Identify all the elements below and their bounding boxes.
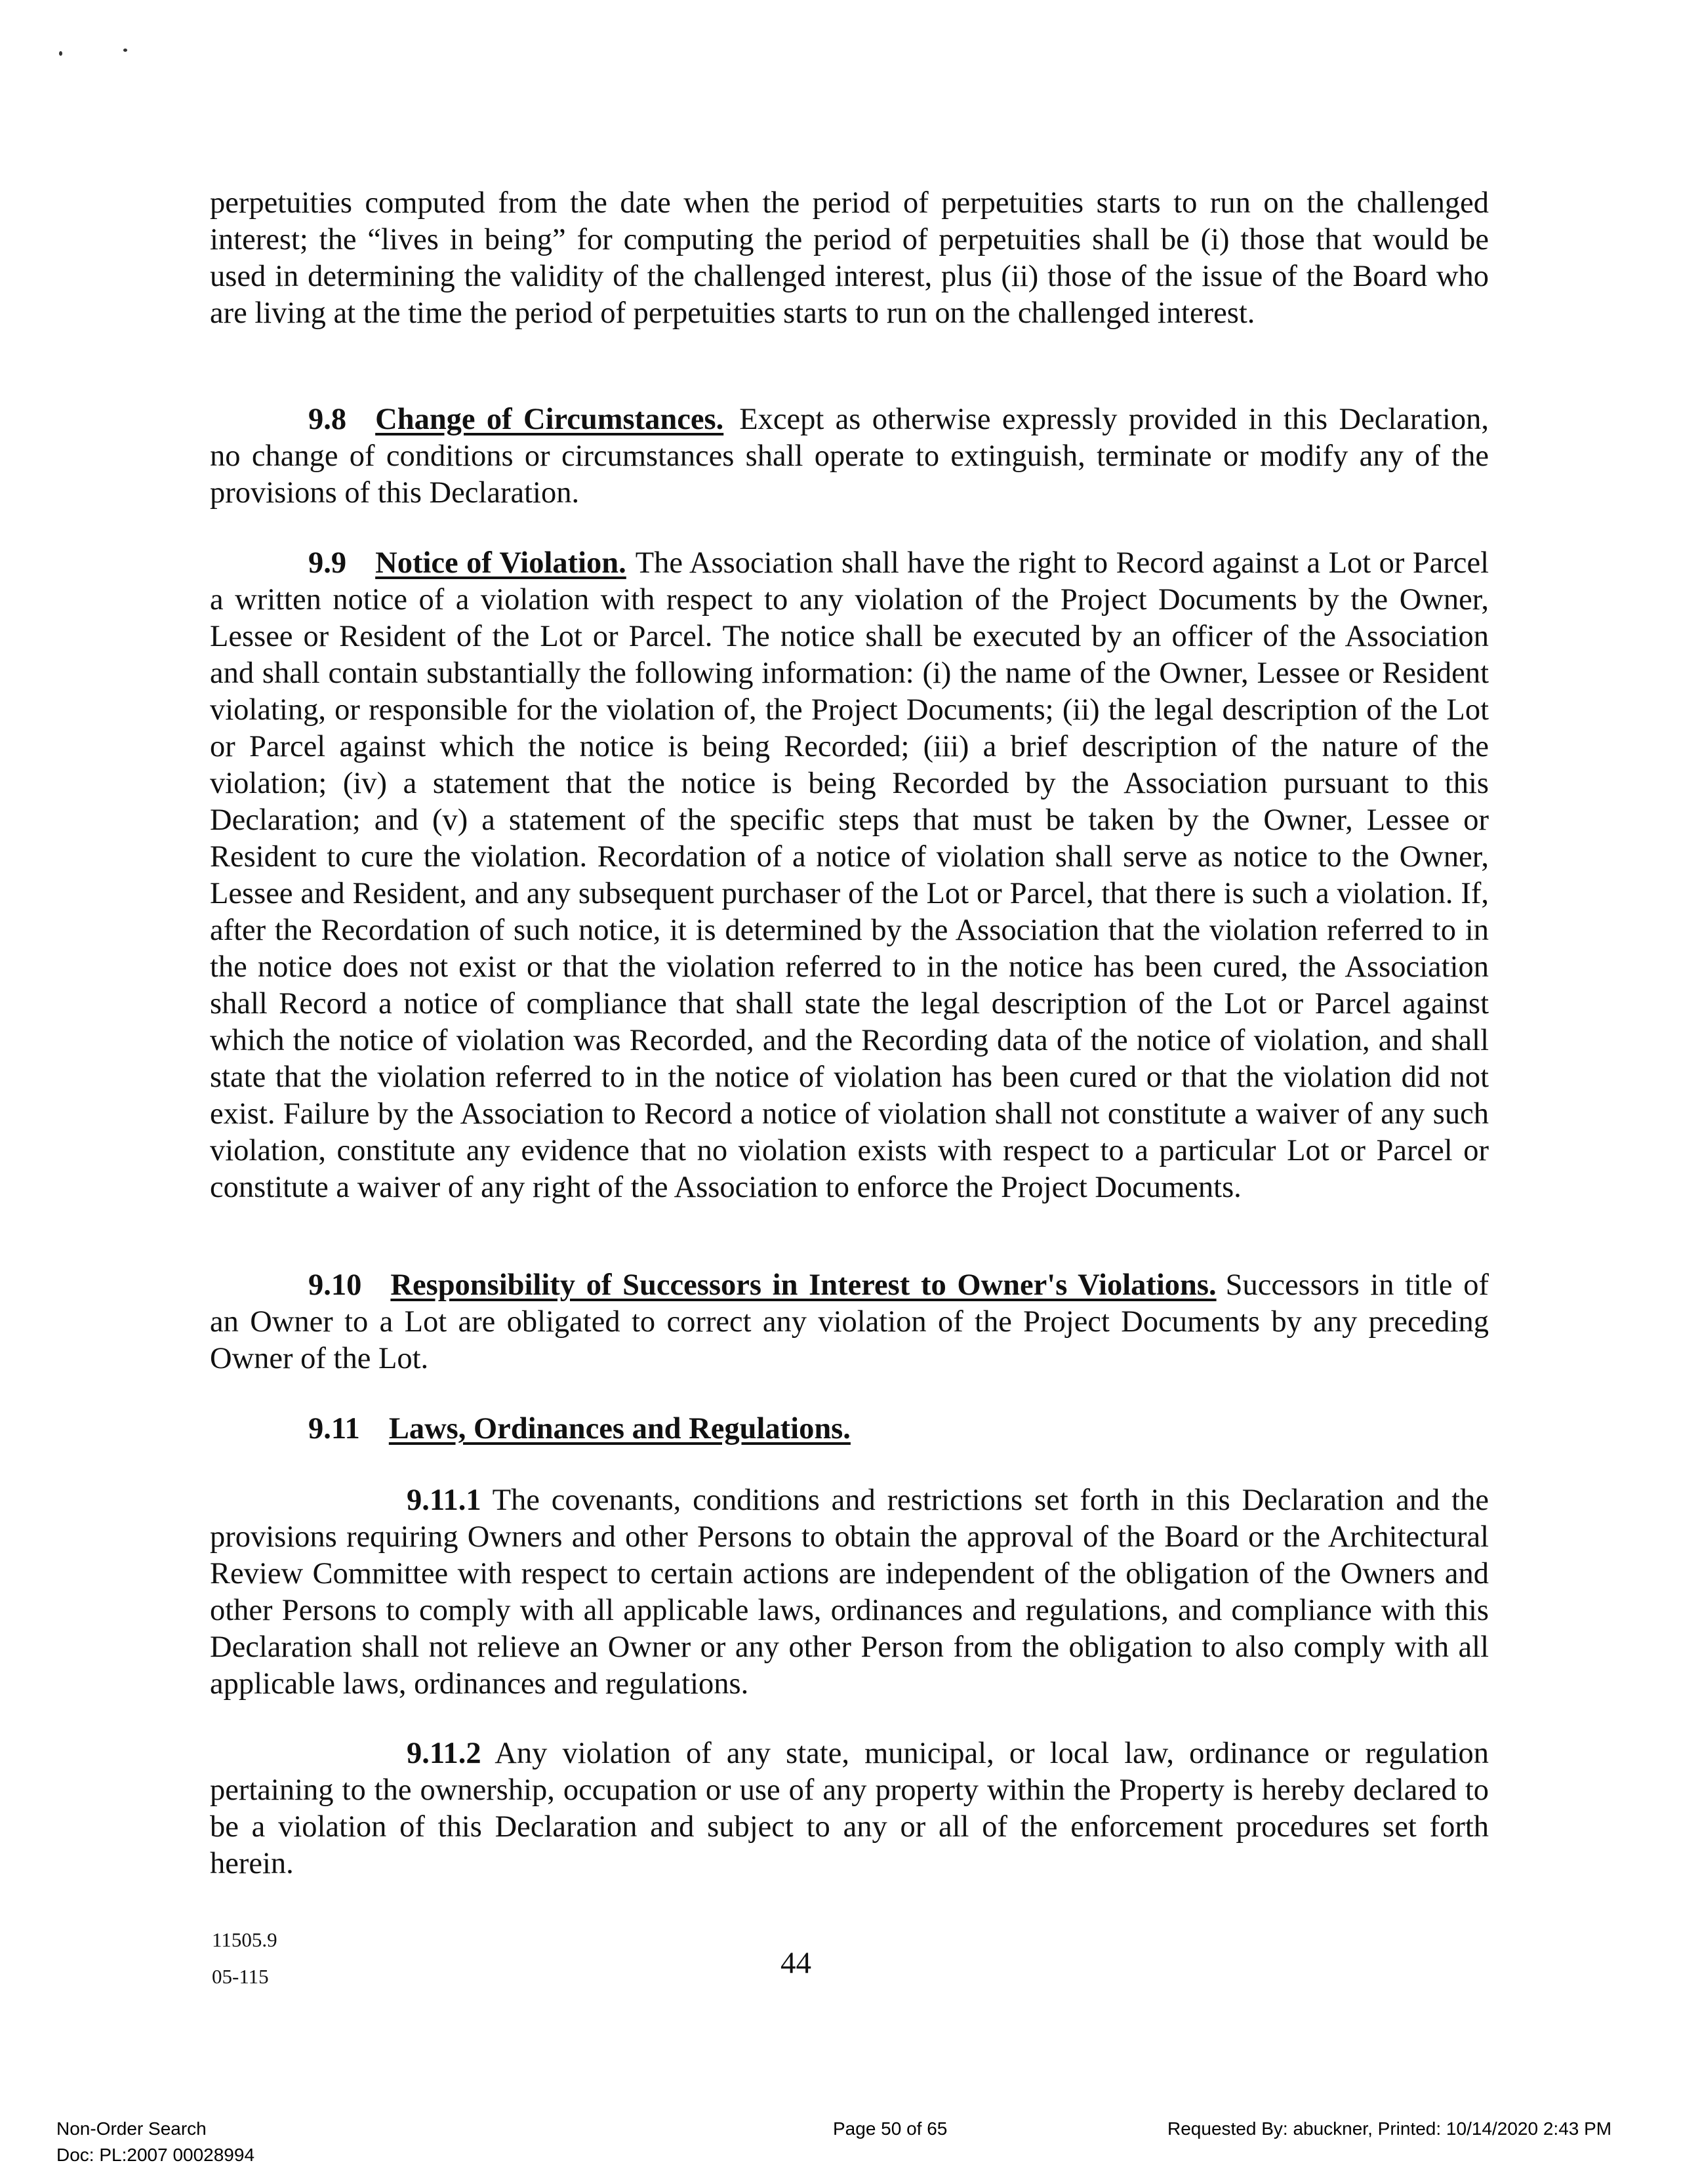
doc-code-2: 05-115 (212, 1965, 269, 1988)
body-text (210, 185, 1489, 332)
scan-speck (59, 51, 62, 56)
section-9-9 (210, 545, 1489, 1206)
footer-doc-id: Doc: PL:2007 00028994 (56, 2145, 255, 2165)
section-number: 9.11 (308, 1412, 360, 1446)
scan-speck (123, 49, 127, 52)
section-heading: Responsibility of Successors in Interest to Owner's Violations. (390, 1268, 1217, 1302)
section-number: 9.11.2 (407, 1737, 481, 1770)
section-9-11-1 (210, 1482, 1489, 1703)
doc-code-1: 11505.9 (212, 1928, 277, 1951)
section-heading: Change of Circumstances. (375, 403, 724, 436)
footer-search-type: Non-Order Search (56, 2118, 207, 2139)
section-number: 9.11.1 (407, 1484, 481, 1517)
section-number: 9.9 (308, 546, 347, 580)
section-number: 9.10 (308, 1268, 362, 1302)
section-text: Except as otherwise expressly provided in this Declaration, no change of conditions or circumstances shall operate to extinguish, terminate or modify any of the provisions of this Declaration. (210, 403, 1489, 510)
section-9-8 (210, 401, 1489, 512)
footer-requested-by: Requested By: abuckner, Printed: 10/14/2020 2:43 PM (1167, 2118, 1612, 2139)
section-9-11 (210, 1411, 1489, 1447)
section-9-11-2 (210, 1735, 1489, 1882)
section-heading: Notice of Violation. (375, 546, 626, 580)
section-number: 9.8 (308, 403, 347, 436)
section-9-10 (210, 1267, 1489, 1377)
section-heading: Laws, Ordinances and Regulations. (388, 1412, 851, 1446)
page-number: 44 (780, 1946, 811, 1980)
footer-page-info: Page 50 of 65 (833, 2118, 948, 2139)
section-text: Successors in title of an Owner to a Lot are obligated to correct any violation of the Project Documents by any preceding Owner of the Lot. (210, 1268, 1489, 1375)
intro-paragraph: perpetuities computed from the date when the period of perpetuities starts to run on the challenged interest; the “lives in being” for computing the period of perpetuities shall be (i) those that would be used in determining the validity of the challenged interest, plus (ii) those of the issue of the Board who are living at the time the period of perpetuities starts to run on the challenged interest. (210, 186, 1489, 330)
section-text: The Association shall have the right to Record against a Lot or Parcel a written notice of a violation with respect to any violation of the Project Documents by the Owner, Lessee or Resident of the Lot or Parcel. The notice shall be executed by an officer of the Association and shall contain substantially the following information: (i) the name of the Owner, Lessee or Resident violating, or responsible for the violation of, the Project Documents; (ii) the legal description of the Lot or Parcel against which the notice is being Recorded; (iii) a brief description of the nature of the violation; (iv) a statement that the notice is being Recorded by the Association pursuant to this Declaration; and (v) a statement of the specific steps that must be taken by the Owner, Lessee or Resident to cure the violation. Recordation of a notice of violation shall serve as notice to the Owner, Lessee and Resident, and any subsequent purchaser of the Lot or Parcel, that there is such a violation. If, after the Recordation of such notice, it is determined by the Association that the violation referred to in the notice does not exist or that the violation referred to in the notice has been cured, the Association shall Record a notice of compliance that shall state the legal description of the Lot or Parcel against which the notice of violation was Recorded, and the Recording data of the notice of violation, and shall state that the violation referred to in the notice of violation has been cured or that the violation did not exist. Failure by the Association to Record a notice of violation shall not constitute a waiver of any such violation, constitute any evidence that no violation exists with respect to a particular Lot or Parcel or constitute a waiver of any right of the Association to enforce the Project Documents. (210, 546, 1489, 1204)
section-text: Any violation of any state, municipal, or local law, ordinance or regulation pertaining to the ownership, occupation or use of any property within the Property is hereby declared to be a violation of this Declaration and subject to any or all of the enforcement procedures set forth herein. (210, 1737, 1489, 1880)
section-text: The covenants, conditions and restrictions set forth in this Declaration and the provisions requiring Owners and other Persons to obtain the approval of the Board or the Architectural Review Committee with respect to certain actions are independent of the obligation of the Owners and other Persons to comply with all applicable laws, ordinances and regulations, and compliance with this Declaration shall not relieve an Owner or any other Person from the obligation to also comply with all applicable laws, ordinances and regulations. (210, 1484, 1489, 1701)
